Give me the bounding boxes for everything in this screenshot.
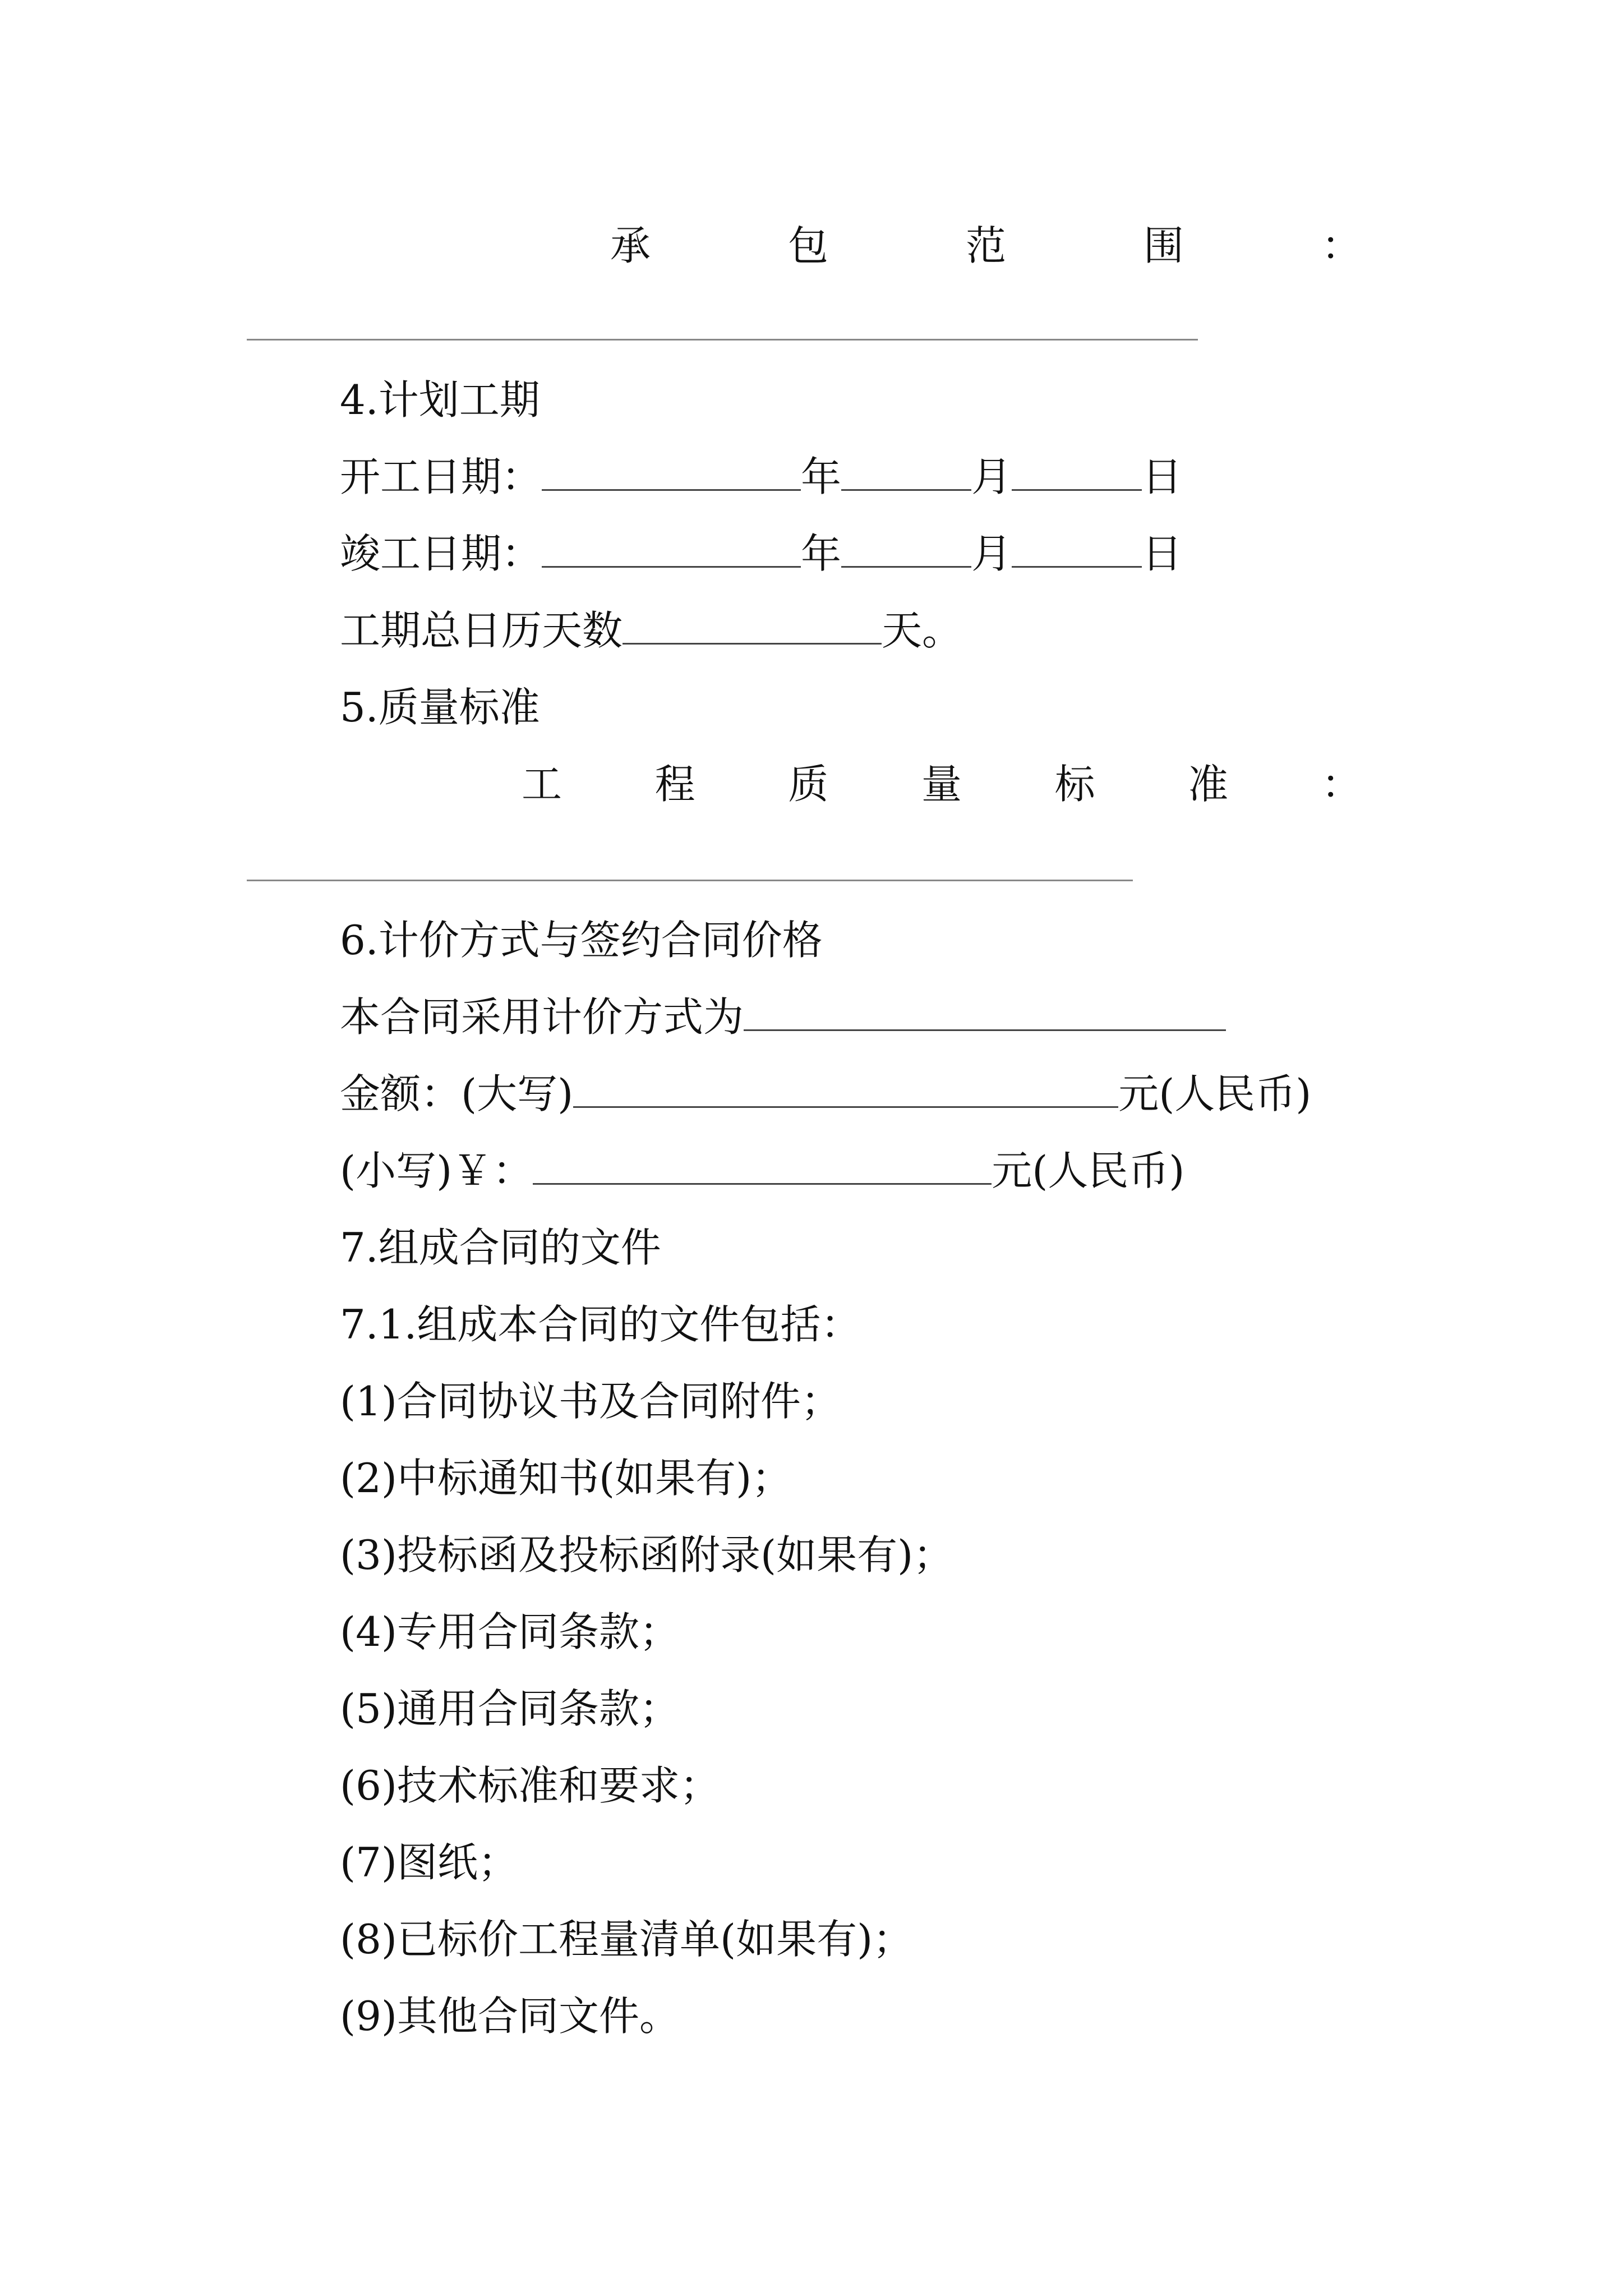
document-list-item: (6)技术标准和要求；: [340, 1762, 720, 1809]
amount-lower-row: [340, 1144, 1184, 1198]
pricing-heading: 6.计价方式与签约合同价格: [340, 917, 823, 964]
scope-label-char: 承: [610, 222, 651, 269]
month-label: 月: [971, 530, 1012, 577]
start-date-label: 开工日期：: [340, 453, 542, 500]
scope-label-char: 范: [965, 222, 1006, 269]
document-list-item: (3)投标函及投标函附录(如果有)；: [340, 1531, 954, 1579]
scope-fill-line[interactable]: [247, 339, 1198, 341]
amount-upper-blank[interactable]: [573, 1067, 1118, 1108]
end-month-blank[interactable]: [841, 527, 971, 568]
start-month-blank[interactable]: [841, 450, 971, 491]
quality-label: [522, 757, 1362, 811]
quality-heading: 5.质量标准: [340, 684, 540, 731]
pricing-method-row: [340, 990, 1226, 1044]
quality-label-char: 标: [1054, 761, 1095, 808]
document-list-item: (8)已标价工程量清单(如果有)；: [340, 1916, 914, 1963]
document-list-item: (2)中标通知书(如果有)；: [340, 1455, 792, 1502]
month-label: 月: [971, 453, 1012, 500]
year-label: 年: [801, 530, 842, 577]
quality-label-char: 程: [654, 761, 695, 808]
quality-label-char: ：: [1321, 761, 1362, 808]
total-days-label: 工期总日历天数: [340, 607, 623, 654]
scope-label-char: 包: [787, 222, 828, 269]
document-list-item: (1)合同协议书及合同附件；: [340, 1378, 841, 1425]
schedule-heading: 4.计划工期: [340, 376, 540, 424]
total-days-row: [340, 604, 962, 657]
total-days-blank[interactable]: [623, 604, 882, 645]
start-year-blank[interactable]: [542, 450, 801, 491]
quality-label-char: 质: [788, 761, 829, 808]
day-label: 日: [1142, 530, 1183, 577]
day-label: 日: [1142, 453, 1183, 500]
document-list-item: (5)通用合同条款；: [340, 1685, 680, 1732]
document-list-item: (4)专用合同条款；: [340, 1608, 680, 1655]
amount-lower-suffix: 元(人民币): [992, 1147, 1185, 1194]
end-day-blank[interactable]: [1012, 527, 1142, 568]
documents-intro: 7.1.组成本合同的文件包括：: [340, 1301, 861, 1348]
document-list-item: (9)其他合同文件。: [340, 1993, 680, 2040]
year-label: 年: [801, 453, 842, 500]
quality-label-char: 工: [522, 761, 562, 808]
amount-upper-suffix: 元(人民币): [1118, 1070, 1312, 1117]
end-date-label: 竣工日期：: [340, 530, 542, 577]
documents-heading: 7.组成合同的文件: [340, 1224, 661, 1271]
amount-upper-label: 金额：(大写): [340, 1070, 574, 1117]
scope-label-char: ：: [1321, 222, 1362, 269]
quality-fill-line[interactable]: [247, 880, 1133, 881]
start-date-row: [340, 450, 1182, 504]
scope-label-char: 围: [1143, 222, 1184, 269]
start-day-blank[interactable]: [1012, 450, 1142, 491]
end-date-row: [340, 527, 1182, 581]
amount-upper-row: [340, 1067, 1311, 1121]
amount-lower-blank[interactable]: [533, 1144, 992, 1185]
document-list-item: (7)图纸；: [340, 1839, 518, 1886]
quality-label-char: 量: [921, 761, 962, 808]
pricing-method-blank[interactable]: [744, 990, 1226, 1031]
end-year-blank[interactable]: [542, 527, 801, 568]
scope-label: [610, 219, 1362, 273]
total-days-suffix: 天。: [882, 607, 963, 654]
quality-label-char: 准: [1188, 761, 1229, 808]
amount-lower-label: (小写)￥：: [340, 1147, 533, 1194]
pricing-method-label: 本合同采用计价方式为: [340, 993, 744, 1041]
